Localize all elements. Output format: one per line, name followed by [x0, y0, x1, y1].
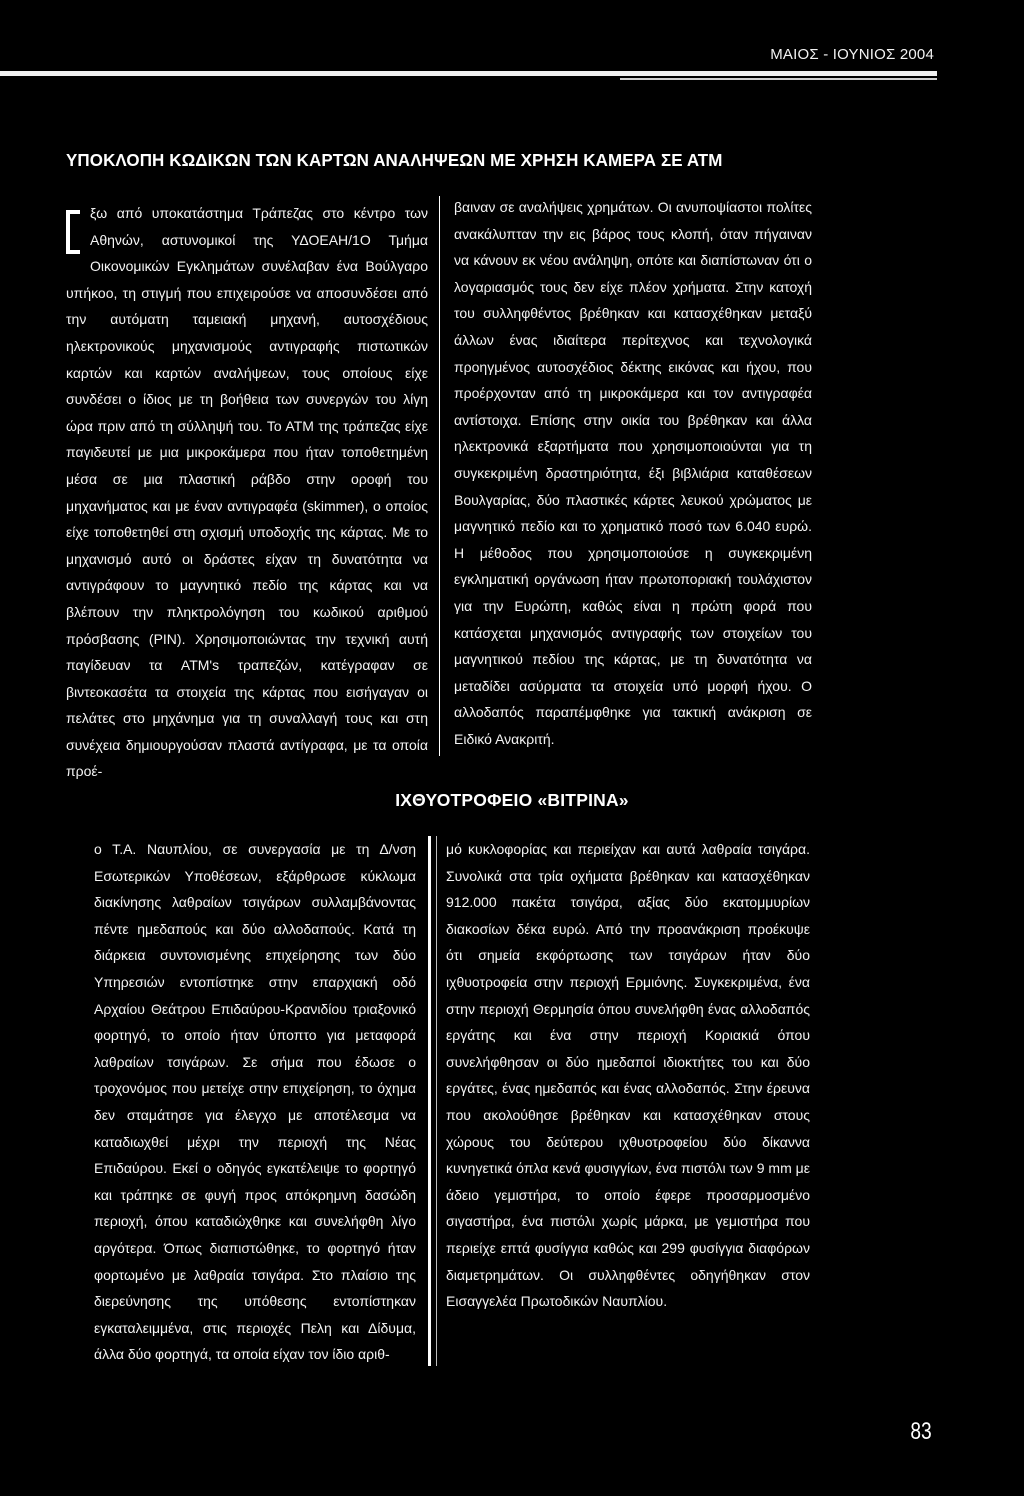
article-1-text-right: βαιναν σε αναλήψεις χρημάτων. Οι ανυποψίαστοι πολίτες ανακάλυπταν την εις βάρος τους κλοπή, όταν πήγαιναν να κάνουν εκ νέου ανάληψη, οπότε και διαπίστωναν ότι ο λογαριασμός τους δεν είχε πλέον χρήματα. Στην κατοχή του συλληφθέντος βρέθηκαν και κατασχέθηκαν μεταξύ άλλων ένας ιδιαίτερα περίτεχνος και τεχνολογικά προηγμένος αυτοσχέδιος δέκτης εικόνας και ήχου, που προέρχονταν από τη μικροκάμερα και τον αντιγραφέα αντίστοιχα. Επίσης στην οικία του βρέθηκαν και άλλα ηλεκτρονικά εξαρτήματα που χρησιμοποιούνται για τη συγκεκριμένη δραστηριότητα, έξι βιβλιάρια καταθέσεων Βουλγαρίας, δύο πλαστικές κάρτες λευκού χρώματος με μαγνητικό πεδίο και το χρηματικό ποσό των 6.040 ευρώ. Η μέθοδος που χρησιμοποιούσε η συγκεκριμένη εγκληματική οργάνωση ήταν πρωτοποριακή τουλάχιστον για την Ευρώπη, καθώς είναι η πρώτη φορά που κατάσχεται μηχανισμός αντιγραφής των στοιχείων του μαγνητικού πεδίου της κάρτας, με τη δυνατότητα να μεταδίδει ασύρματα τα στοιχεία υπό μορφή ήχου. Ο αλλοδαπός παραπέμφθηκε για τακτική ανάκριση σε Ειδικό Ανακριτή. [454, 199, 812, 747]
issue-date: ΜΑΙΟΣ - ΙΟΥΝΙΟΣ 2004 [770, 46, 934, 63]
article-2-text-right: μό κυκλοφορίας και περιείχαν και αυτά λαθραία τσιγάρα. Συνολικά στα τρία οχήματα βρέθηκαν και κατασχέθηκαν 912.000 πακέτα τσιγάρα, αξίας δύο εκατομμυρίων διακοσίων δέκα ευρώ. Από την προανάκριση προέκυψε ότι σημεία εκφόρτωσης των τσιγάρων ήταν δύο ιχθυοτροφεία στην περιοχή Ερμιόνης. Συγκεκριμένα, ένα στην περιοχή Θερμησία όπου συνελήφθη ένας αλλοδαπός εργάτης και ένα στην περιοχή Κοριακιά όπου συνελήφθησαν οι δύο ημεδαποί ιδιοκτήτες του και δύο εργάτες, ένας ημεδαπός και ένας αλλοδαπός. Στην έρευνα που ακολούθησε βρέθηκαν και κατασχέθηκαν στους χώρους του δεύτερου ιχθυοτροφείου δύο δίκαννα κυνηγετικά όπλα κενά φυσιγγίων, ένα πιστόλι των 9 mm με άδειο γεμιστήρα, το οποίο έφερε προσαρμοσμένο σιγαστήρα, ένα πιστόλι χωρίς μάρκα, με γεμιστήρα που περιείχε επτά φυσίγγια καθώς και 299 φυσίγγια διαφόρων διαμετρημάτων. Οι συλληφθέντες οδηγήθηκαν στον Εισαγγελέα Πρωτοδικών Ναυπλίου. [446, 841, 810, 1310]
column-divider-thin [436, 836, 437, 1366]
column-divider [439, 196, 440, 756]
article-1-text-left: ξω από υποκατάστημα Τράπεζας στο κέντρο των Αθηνών, αστυνομικοί της ΥΔΟΕΑΗ/1Ο Τμήμα Οικονομικών Εγκλημάτων συνέλαβαν ένα Βούλγαρο υπήκοο, τη στιγμή που επιχειρούσε να αποσυνδέσει από την αυτόματη ταμειακή μηχανή, αυτοσχέδιους ηλεκτρονικούς μηχανισμούς αντιγραφής πιστωτικών καρτών και καρτών αναλήψεων, τους οποίους είχε συνδέσει ο ίδιος με τη βοήθεια των συνεργών του λίγη ώρα πριν από τη σύλληψή του. Το ΑΤΜ της τράπεζας είχε παγιδευτεί με μια μικροκάμερα που ήταν τοποθετημένη μέσα σε μια πλαστική ράβδο στην οροφή του μηχανήματος και με έναν αντιγραφέα (skimmer), ο οποίος είχε τοποθετηθεί στη σχισμή υποδοχής της κάρτας. Με το μηχανισμό αυτό οι δράστες είχαν τη δυνατότητα να αντιγράφουν το μαγνητικό πεδίο της κάρτας και να βλέπουν την πληκτρολόγηση του κωδικού αριθμού πρόσβασης (PIN). Χρησιμοποιώντας την τεχνική αυτή παγίδευαν τα ATM's τραπεζών, κατέγραφαν σε βιντεοκασέτα τα στοιχεία της κάρτας που εισήγαγαν οι πελάτες στο μηχάνημα για τη συναλλαγή τους και στη συνέχεια δημιουργούσαν πλαστά αντίγραφα, με τα οποία προέ- [66, 205, 428, 780]
page-number: 83 [910, 1418, 932, 1445]
column-divider-thick [428, 836, 431, 1366]
header-rule-thin [620, 78, 937, 80]
article-1-headline: ΥΠΟΚΛΟΠΗ ΚΩΔΙΚΩΝ ΤΩΝ ΚΑΡΤΩΝ ΑΝΑΛΗΨΕΩΝ ΜΕ ΧΡΗΣΗ ΚΑΜΕΡΑ ΣΕ ΑΤΜ [66, 150, 723, 170]
drop-cap-e-icon [66, 210, 84, 254]
article-2-text-left: ο Τ.Α. Ναυπλίου, σε συνεργασία με τη Δ/νση Εσωτερικών Υποθέσεων, εξάρθρωσε κύκλωμα διακίνησης λαθραίων τσιγάρων συλλαμβάνοντας πέντε ημεδαπούς και δύο αλλοδαπούς. Κατά τη διάρκεια συντονισμένης επιχείρησης των δύο Υπηρεσιών εντοπίστηκε στην επαρχιακή οδό Αρχαίου Θεάτρου Επιδαύρου-Κρανιδίου τριαξονικό φορτηγό, το οποίο ήταν ύποπτο για μεταφορά λαθραίων τσιγάρων. Σε σήμα που έδωσε ο τροχονόμος που μετείχε στην επιχείρηση, το όχημα δεν σταμάτησε για έλεγχο με αποτέλεσμα να καταδιωχθεί μέχρι την περιοχή της Νέας Επιδαύρου. Εκεί ο οδηγός εγκατέλειψε το φορτηγό και τράπηκε σε φυγή προς απόκρημνη δασώδη περιοχή, όπου καταδιώχθηκε και συνελήφθη λίγο αργότερα. Όπως διαπιστώθηκε, το φορτηγό ήταν φορτωμένο με λαθραία τσιγάρα. Στο πλαίσιο της διερεύνησης της υπόθεσης εντοπίστηκαν εγκαταλειμμένα, στις περιοχές Πελη και Δίδυμα, άλλα δύο φορτηγά, τα οποία είχαν τον ίδιο αριθ- [94, 841, 416, 1363]
article-1-column-right [454, 194, 812, 752]
article-1-column-left [66, 200, 428, 785]
article-2-column-left [94, 836, 416, 1368]
article-2-column-right [446, 836, 810, 1315]
article-2-headline: ΙΧΘΥΟΤΡΟΦΕΙΟ «ΒΙΤΡΙΝΑ» [395, 790, 629, 810]
header-rule [0, 71, 937, 76]
